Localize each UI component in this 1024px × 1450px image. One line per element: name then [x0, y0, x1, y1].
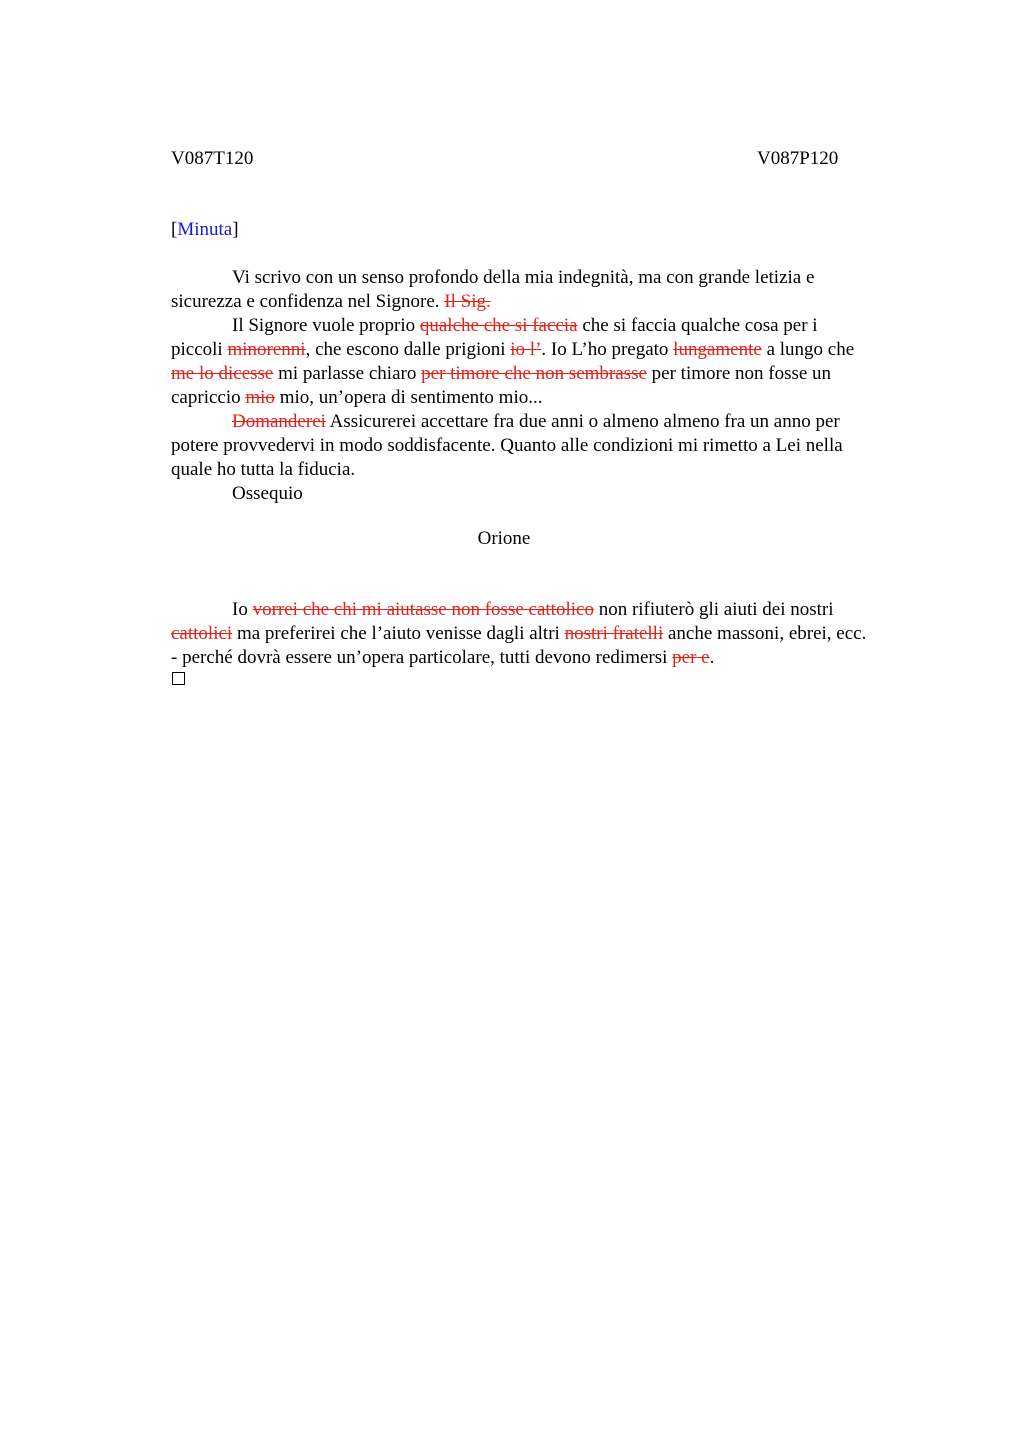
text-segment: a lungo che — [761, 339, 855, 360]
text-segment: Assicurerei accettare fra due anni o almeno almeno fra un anno per — [325, 411, 840, 432]
deleted-text: cattolici — [171, 623, 233, 644]
deleted-text: per timore che non sembrasse — [421, 363, 647, 384]
deleted-text: io l’ — [510, 339, 542, 360]
signature: Orione — [477, 528, 531, 549]
end-of-document-box-icon — [172, 672, 185, 685]
text-line — [171, 362, 931, 386]
text-segment: non rifiuterò gli aiuti dei nostri — [593, 599, 834, 620]
deleted-text: lungamente — [673, 339, 762, 360]
note-close-bracket: ] — [232, 219, 239, 240]
text-line — [171, 622, 931, 646]
text-line — [171, 386, 931, 410]
text-segment: anche massoni, ebrei, ecc. — [663, 623, 867, 644]
text-line — [171, 434, 931, 458]
text-segment: , che escono dalle prigioni — [305, 339, 511, 360]
text-segment: potere provvedervi in modo soddisfacente. Quanto alle condizioni mi rimetto a Lei nella — [171, 435, 843, 456]
text-segment: mio, un’opera di sentimento mio... — [274, 387, 543, 408]
text-line — [171, 314, 931, 338]
text-line — [171, 338, 931, 362]
deleted-text: Il Sig. — [444, 291, 491, 312]
deleted-text: qualche che si faccia — [419, 315, 578, 336]
text-line — [171, 266, 931, 290]
postscript — [171, 598, 931, 670]
deleted-text: mio — [245, 387, 275, 408]
text-line — [171, 290, 931, 314]
text-segment: mi parlasse chiaro — [273, 363, 422, 384]
deleted-text: per e — [672, 647, 710, 668]
deleted-text: Domanderei — [232, 411, 326, 432]
text-line — [171, 410, 931, 434]
text-segment: Io — [232, 599, 253, 620]
text-segment: che si faccia qualche cosa per i — [577, 315, 818, 336]
text-segment: capriccio — [171, 387, 246, 408]
note-label: Minuta — [177, 219, 233, 240]
editorial-note — [171, 218, 239, 242]
text-segment: piccoli — [171, 339, 228, 360]
text-segment: . Io L’ho pregato — [541, 339, 674, 360]
document-code-right: V087P120 — [757, 148, 839, 169]
text-segment: Vi scrivo con un senso profondo della mia indegnità, ma con grande letizia e — [232, 267, 815, 288]
deleted-text: me lo dicesse — [171, 363, 274, 384]
text-segment: - perché dovrà essere un’opera particolare, tutti devono redimersi — [171, 647, 673, 668]
text-segment: per timore non fosse un — [646, 363, 832, 384]
deleted-text: nostri fratelli — [564, 623, 664, 644]
closing-salutation: Ossequio — [232, 483, 303, 504]
letter-body — [171, 266, 931, 506]
text-line — [171, 646, 931, 670]
text-segment: . — [709, 647, 715, 668]
note-open-bracket: [ — [171, 219, 178, 240]
text-segment: Il Signore vuole proprio — [232, 315, 420, 336]
text-line — [171, 458, 931, 482]
deleted-text: minorenni — [227, 339, 306, 360]
document-code-left: V087T120 — [171, 148, 254, 169]
text-segment: ma preferirei che l’aiuto venisse dagli altri — [232, 623, 565, 644]
text-line — [171, 598, 931, 622]
deleted-text: vorrei che chi mi aiutasse non fosse cattolico — [252, 599, 594, 620]
text-segment: sicurezza e confidenza nel Signore. — [171, 291, 445, 312]
text-segment: quale ho tutta la fiducia. — [171, 459, 356, 480]
